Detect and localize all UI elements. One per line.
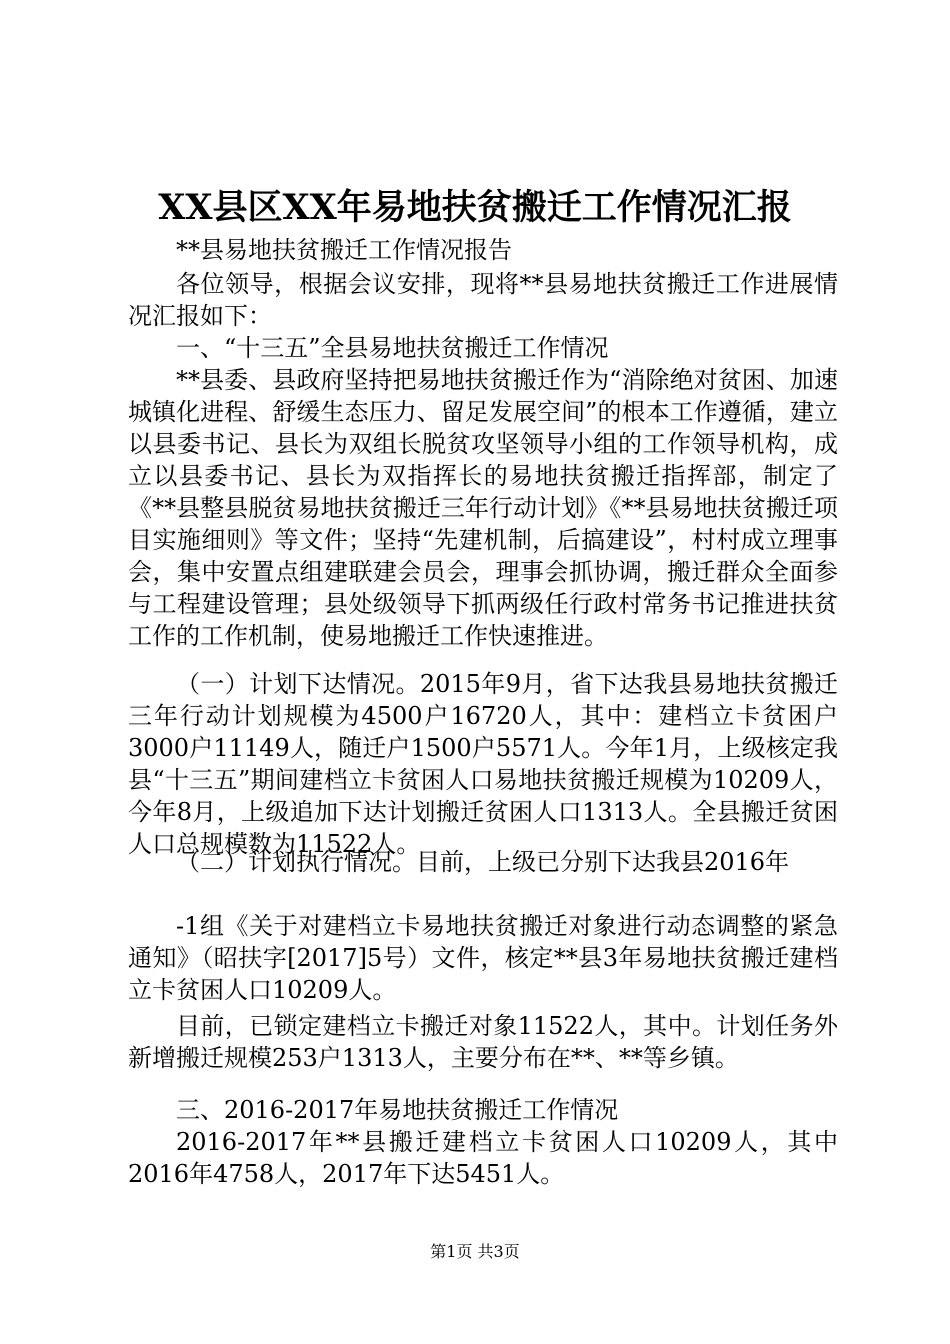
body-paragraph: （一）计划下达情况。2015年9月，省下达我县易地扶贫搬迁三年行动计划规模为4500户16720人，其中：建档立卡贫困户3000户11149人，随迁户1500户5571人。今年1月，上级核定我县“十三五”期间建档立卡贫困人口易地扶贫搬迁规模为10209人，今年8月，上级追加下达计划搬迁贫困人口1313人。全县搬迁贫困人口总规模数为11522人。 [128,670,838,858]
body-paragraph: 目前，已锁定建档立卡搬迁对象11522人，其中。计划任务外新增搬迁规模253户1313人，主要分布在**、**等乡镇。 [128,1012,838,1072]
body-paragraph: 2016-2017年**县搬迁建档立卡贫困人口10209人，其中2016年4758人，2017年下达5451人。 [128,1128,838,1188]
body-paragraph: （二）计划执行情况。目前，上级已分别下达我县2016年 [176,848,790,876]
section-heading-3: 三、2016-2017年易地扶贫搬迁工作情况 [176,1096,619,1124]
body-paragraph: -1组《关于对建档立卡易地扶贫搬迁对象进行动态调整的紧急通知》（昭扶字[2017]5号）文件，核定**县3年易地扶贫搬迁建档立卡贫困人口10209人。 [128,912,838,1004]
document-title: XX县区XX年易地扶贫搬迁工作情况汇报 [158,187,792,228]
page-footer: 第1页 共3页 [430,1242,520,1261]
body-paragraph: **县委、县政府坚持把易地扶贫搬迁作为“消除绝对贫困、加速城镇化进程、舒缓生态压力、留足发展空间”的根本工作遵循，建立以县委书记、县长为双组长脱贫攻坚领导小组的工作领导机构，成立以县委书记、县长为双指挥长的易地扶贫搬迁指挥部，制定了《**县整县脱贫易地扶贫搬迁三年行动计划》《**县易地扶贫搬迁项目实施细则》等文件；坚持“先建机制，后搞建设”，村村成立理事会，集中安置点组建联建会员会，理事会抓协调，搬迁群众全面参与工程建设管理；县处级领导下抓两级任行政村常务书记推进扶贫工作的工作机制，使易地搬迁工作快速推进。 [128,366,838,650]
section-heading-1: 一、“十三五”全县易地扶贫搬迁工作情况 [176,334,609,362]
opening-paragraph: 各位领导，根据会议安排，现将**县易地扶贫搬迁工作进展情况汇报如下： [128,270,838,330]
report-subtitle: **县易地扶贫搬迁工作情况报告 [176,236,512,264]
